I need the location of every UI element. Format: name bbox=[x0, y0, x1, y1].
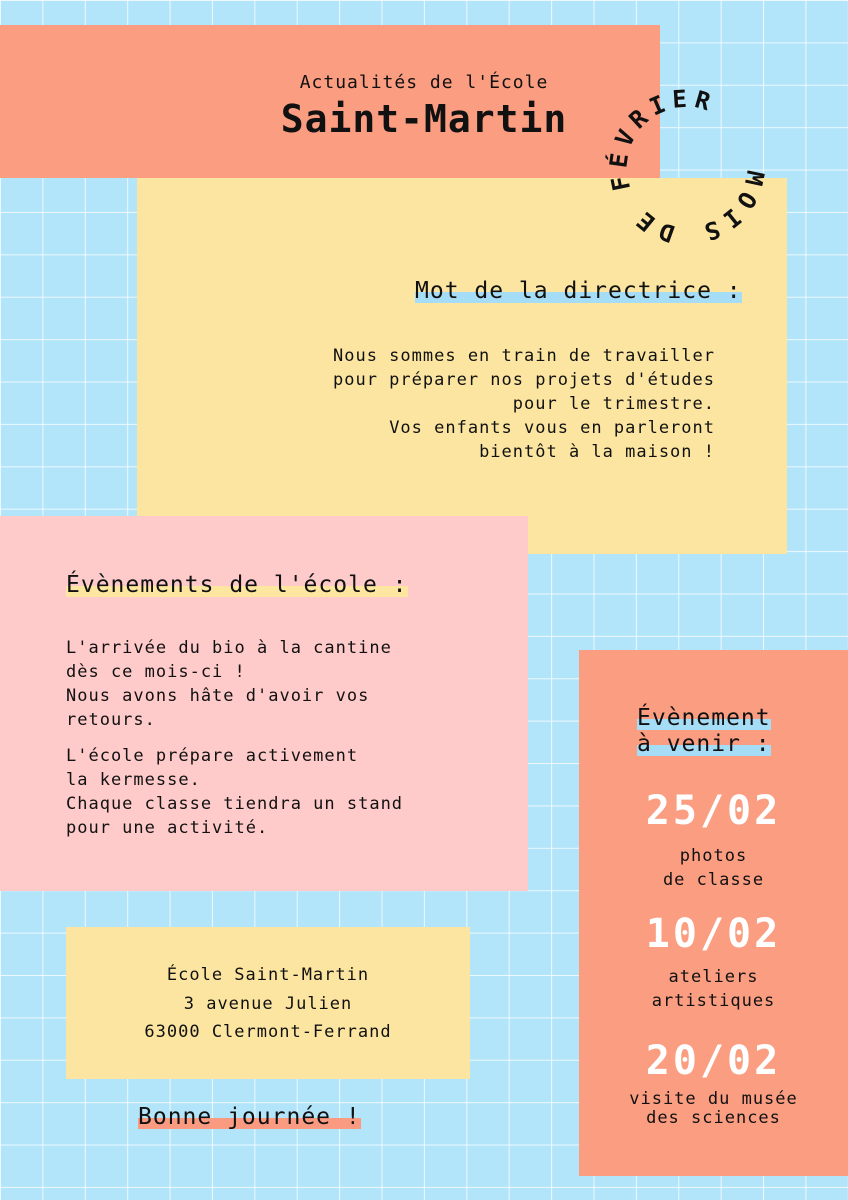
events-line: Chaque classe tiendra un stand bbox=[66, 794, 404, 814]
upcoming-heading bbox=[579, 705, 848, 757]
header-subtitle: Actualités de l'École bbox=[299, 72, 549, 93]
upcoming-event-item bbox=[579, 1038, 848, 1128]
event-label-line1: photos bbox=[679, 846, 748, 866]
closing-text: Bonne journée ! bbox=[138, 1104, 361, 1130]
event-label-line2: artistiques bbox=[651, 991, 776, 1011]
svg-text:MOIS DE FÉVRIER bbox=[597, 78, 775, 257]
events-line: pour une activité. bbox=[66, 818, 269, 838]
event-label-line2: de classe bbox=[662, 870, 765, 890]
header-banner bbox=[0, 25, 660, 178]
upcoming-heading-line1: Évènement bbox=[637, 705, 771, 731]
address-lines bbox=[66, 961, 470, 1047]
events-line: dès ce mois-ci ! bbox=[66, 662, 246, 682]
events-paragraph-2 bbox=[66, 744, 403, 840]
school-address-card bbox=[66, 927, 470, 1079]
upcoming-heading-line2: à venir : bbox=[637, 731, 771, 757]
address-line-city: 63000 Clermont-Ferrand bbox=[144, 1022, 392, 1042]
events-line: retours. bbox=[66, 710, 156, 730]
events-line: la kermesse. bbox=[66, 770, 201, 790]
director-line: pour préparer nos projets d'études bbox=[333, 370, 715, 390]
event-label-line2: des sciences bbox=[646, 1108, 781, 1128]
month-badge-text: MOIS DE FÉVRIER bbox=[604, 84, 770, 250]
events-line: L'école prépare activement bbox=[66, 746, 359, 766]
address-line-name: École Saint-Martin bbox=[166, 965, 370, 985]
upcoming-event-item bbox=[579, 911, 848, 1013]
event-label-line1: ateliers bbox=[668, 967, 759, 987]
school-name-title: Saint-Martin bbox=[280, 97, 568, 141]
school-events-section bbox=[0, 516, 528, 891]
events-line: Nous avons hâte d'avoir vos bbox=[66, 686, 370, 706]
event-label-line1: visite du musée bbox=[629, 1089, 798, 1109]
events-heading-text: Évènements de l'école : bbox=[66, 572, 408, 598]
director-heading-text: Mot de la directrice : bbox=[415, 278, 742, 304]
events-heading bbox=[66, 572, 408, 598]
month-circular-badge bbox=[592, 72, 782, 262]
closing-message bbox=[138, 1104, 361, 1130]
events-line: L'arrivée du bio à la cantine bbox=[66, 638, 392, 658]
director-message bbox=[333, 344, 715, 464]
event-date: 10/02 bbox=[645, 911, 782, 957]
director-line: Nous sommes en train de travailler bbox=[333, 346, 715, 366]
address-line-street: 3 avenue Julien bbox=[183, 993, 353, 1014]
upcoming-event-item bbox=[579, 788, 848, 892]
upcoming-events-section bbox=[579, 650, 848, 1176]
event-date: 20/02 bbox=[645, 1038, 782, 1084]
event-date: 25/02 bbox=[645, 788, 782, 834]
director-line: bientôt à la maison ! bbox=[479, 442, 715, 462]
director-heading bbox=[415, 278, 742, 304]
events-paragraph-1 bbox=[66, 636, 392, 732]
director-line: pour le trimestre. bbox=[512, 394, 715, 414]
director-line: Vos enfants vous en parleront bbox=[389, 418, 715, 438]
